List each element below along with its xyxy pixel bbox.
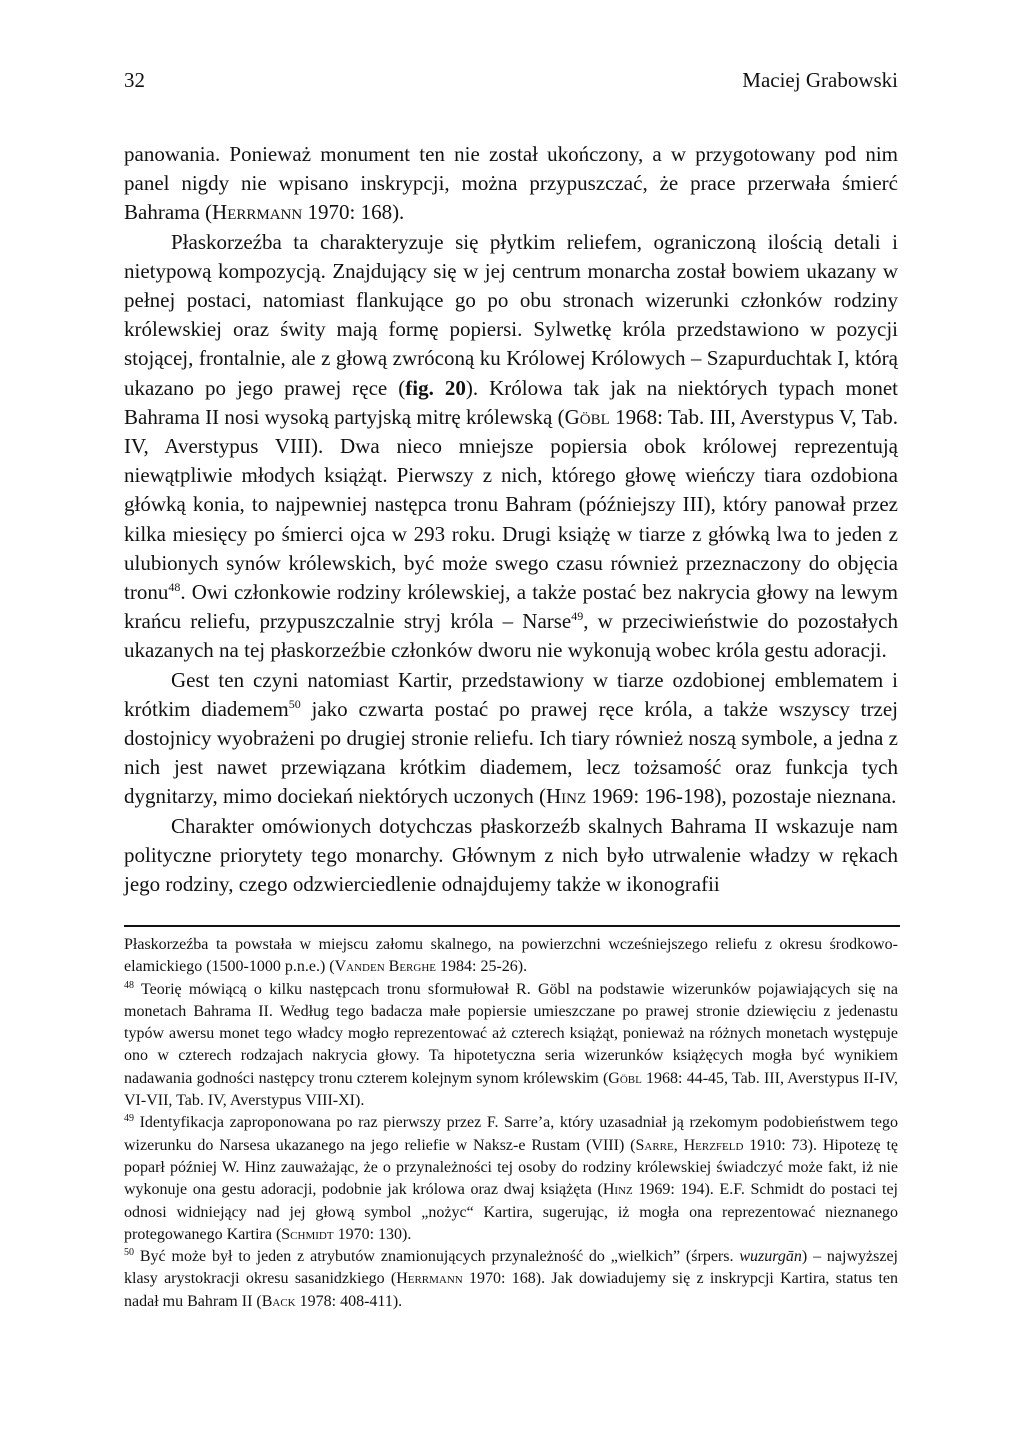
footnotes [124, 934, 898, 1313]
footnote-49 [124, 1112, 898, 1246]
text-run: Płaskorzeźba ta charakteryzuje się płytkim reliefem, ograniczoną ilością detali i nietypową kompozycją. Znajdujący się w jej centrum monarcha został bowiem ukazany w pełnej postaci, natomiast flankujące go po obu stronach wizerunki członków rodziny królewskiej oraz świty mają formę popiersi. Sylwetkę króla przedstawiono w pozycji stojącej, frontalnie, ale z głową zwróconą ku Królowej Królowych – Szapurduchtak I, którą ukazano po jego prawej ręce ( [124, 229, 898, 400]
text-run: Identyfikacja zaproponowana po raz pierwszy przez F. Sarre’a, który uzasadniał ją rzekomym podobieństwem tego wizerunku do Narsesa ukazanego na jego reliefie w Naksz-e Rustam (VIII) ( [124, 1114, 898, 1154]
footnote-separator [124, 925, 900, 927]
text-run: ) – najwyższej klasy arystokracji okresu sasanidzkiego ( [124, 1248, 899, 1288]
footnote-ref-50: 50 [288, 696, 301, 711]
text-run: 1968: 44-45, Tab. III, Averstypus II-IV, VI-VII, Tab. IV, Averstypus VIII-XI). [124, 1069, 898, 1110]
italic-term: wuzurgān [739, 1248, 802, 1266]
citation-author: Vanden Berghe [334, 958, 436, 976]
text-run: 1968: Tab. III, Averstypus V, Tab. IV, Averstypus VIII). Dwa nieco mniejsze popiersia obok królowej reprezentują niewątpliwie młodych książąt. Pierwszy z nich, którego głowę wieńczy tiara ozdobiona główką konia, to najpewniej następca tronu Bahram (późniejszy III), który panował przez kilka miesięcy po śmierci ojca w 293 roku. Drugi książę w tiarze z główką lwa to jeden z ulubionych synów królewskich, być może swego czasu również przeznaczony do objęcia tronu [124, 404, 898, 605]
text-run: 1970: 168). Jak dowiadujemy się z inskrypcji Kartira, status ten nadał mu Bahram II ( [124, 1270, 898, 1310]
citation-author: Göbl [608, 1069, 642, 1087]
text-run: Teorię mówiącą o kilku następcach tronu sformułował R. Göbl na podstawie wizerunków pojawiających się na monetach Bahrama II. Według tego badacza małe popiersie umieszczane po prawej stronie dziewięciu z jedenastu typów awersu monet tego władcy mogło reprezentować aż czterech książąt, ponieważ na różnych monetach występuje ono w czterech rodzajach nakrycia głowy. Ta hipotetyczna seria wizerunków książęcych mogła być wynikiem nadawania godności następcy tronu czterem kolejnym synom królewskim ( [124, 980, 898, 1087]
footnote-ref-48: 48 [168, 580, 181, 595]
citation-author: Back [261, 1292, 296, 1310]
text-run: 1910: 73). Hipotezę tę poparł później W. Hinz zauważając, że o przynależności tej osoby do rodziny królewskiej świadczyć może fakt, iż nie wykonuje ona gestu adoracji, podobnie jak królowa oraz dwaj książęta ( [124, 1136, 898, 1199]
running-head-author: Maciej Grabowski [742, 68, 898, 92]
page-number: 32 [124, 68, 145, 92]
paragraph-1 [124, 140, 898, 228]
footnote-number: 49 [124, 1113, 134, 1125]
footnote-continuation [124, 934, 898, 979]
text-run: 1970: 130). [333, 1225, 412, 1243]
citation-author: Herrmann [396, 1270, 463, 1288]
text-run: 1978: 408-411). [295, 1292, 403, 1310]
text-run: Charakter omówionych dotychczas płaskorzeźb skalnych Bahrama II wskazuje nam polityczne priorytety tego monarchy. Głównym z nich było utrwalenie władzy w rękach jego rodziny, czego odzwierciedlenie odnajdujemy także w ikonografii [124, 813, 898, 897]
paragraph-2 [124, 228, 898, 666]
text-run: ). Królowa tak jak na niektórych typach monet Bahrama II nosi wysoką partyjską mitrę królewską ( [124, 375, 899, 429]
text-run: Płaskorzeźba ta powstała w miejscu załomu skalnego, na powierzchni wcześniejszego reliefu z okresu środkowo-elamickiego (1500-1000 p.n.e.) ( [124, 936, 898, 976]
paragraph-3 [124, 666, 898, 812]
citation-author: Sarre, Herzfeld [635, 1136, 744, 1154]
text-run: Być może był to jeden z atrybutów znamionujących przynależność do „wielkich” (śrpers. [134, 1248, 740, 1266]
footnote-number: 48 [124, 979, 134, 991]
paragraph-4 [124, 812, 898, 900]
text-run: panowania. Ponieważ monument ten nie został ukończony, a w przygotowany pod nim panel nigdy nie wpisano inskrypcji, można przypuszczać, że prace przerwała śmierć Bahrama ( [124, 142, 898, 225]
main-text [124, 140, 898, 899]
text-run: . Owi członkowie rodziny królewskiej, a także postać bez nakrycia głowy na lewym krańcu reliefu, przypuszczalnie stryj króla – Narse [124, 580, 898, 634]
citation-author: Göbl [564, 404, 610, 429]
citation-author: Hinz [546, 784, 587, 809]
text-run: 1969: 194). E.F. Schmidt do postaci tej odnosi widniejący nad jej głową symbol „nożyc“ Kartira, sugerując, iż mogła ona reprezentować nieznanego protegowanego Kartira ( [124, 1181, 899, 1243]
text-run: 1970: 168). [302, 200, 405, 225]
footnote-ref-49: 49 [571, 609, 584, 624]
footnote-number: 50 [124, 1247, 134, 1259]
text-run: jako czwarta postać po prawej ręce króla, a także wszyscy trzej dostojnicy wyobrażeni po drugiej stronie reliefu. Ich tiary również noszą symbole, a jedna z nich jest nawet przewiązana krótkim diademem, lecz tożsamość oraz funkcja tych dygnitarzy, mimo dociekań niektórych uczonych ( [124, 696, 898, 809]
running-header [124, 68, 898, 98]
figure-reference: fig. 20 [405, 375, 466, 400]
footnote-50 [124, 1246, 898, 1313]
text-run: 1984: 25-26). [436, 958, 528, 976]
text-run: , w przeciwieństwie do pozostałych ukazanych na tej płaskorzeźbie członków dworu nie wykonują wobec króla gestu adoracji. [124, 609, 898, 663]
text-run: 1969: 196-198), pozostaje nieznana. [586, 784, 897, 809]
footnote-48 [124, 979, 898, 1113]
citation-author: Herrmann [212, 200, 303, 225]
citation-author: Hinz [602, 1181, 633, 1199]
citation-author: Schmidt [281, 1225, 334, 1243]
text-run: Gest ten czyni natomiast Kartir, przedstawiony w tiarze ozdobionej emblematem i krótkim diademem [124, 667, 898, 721]
